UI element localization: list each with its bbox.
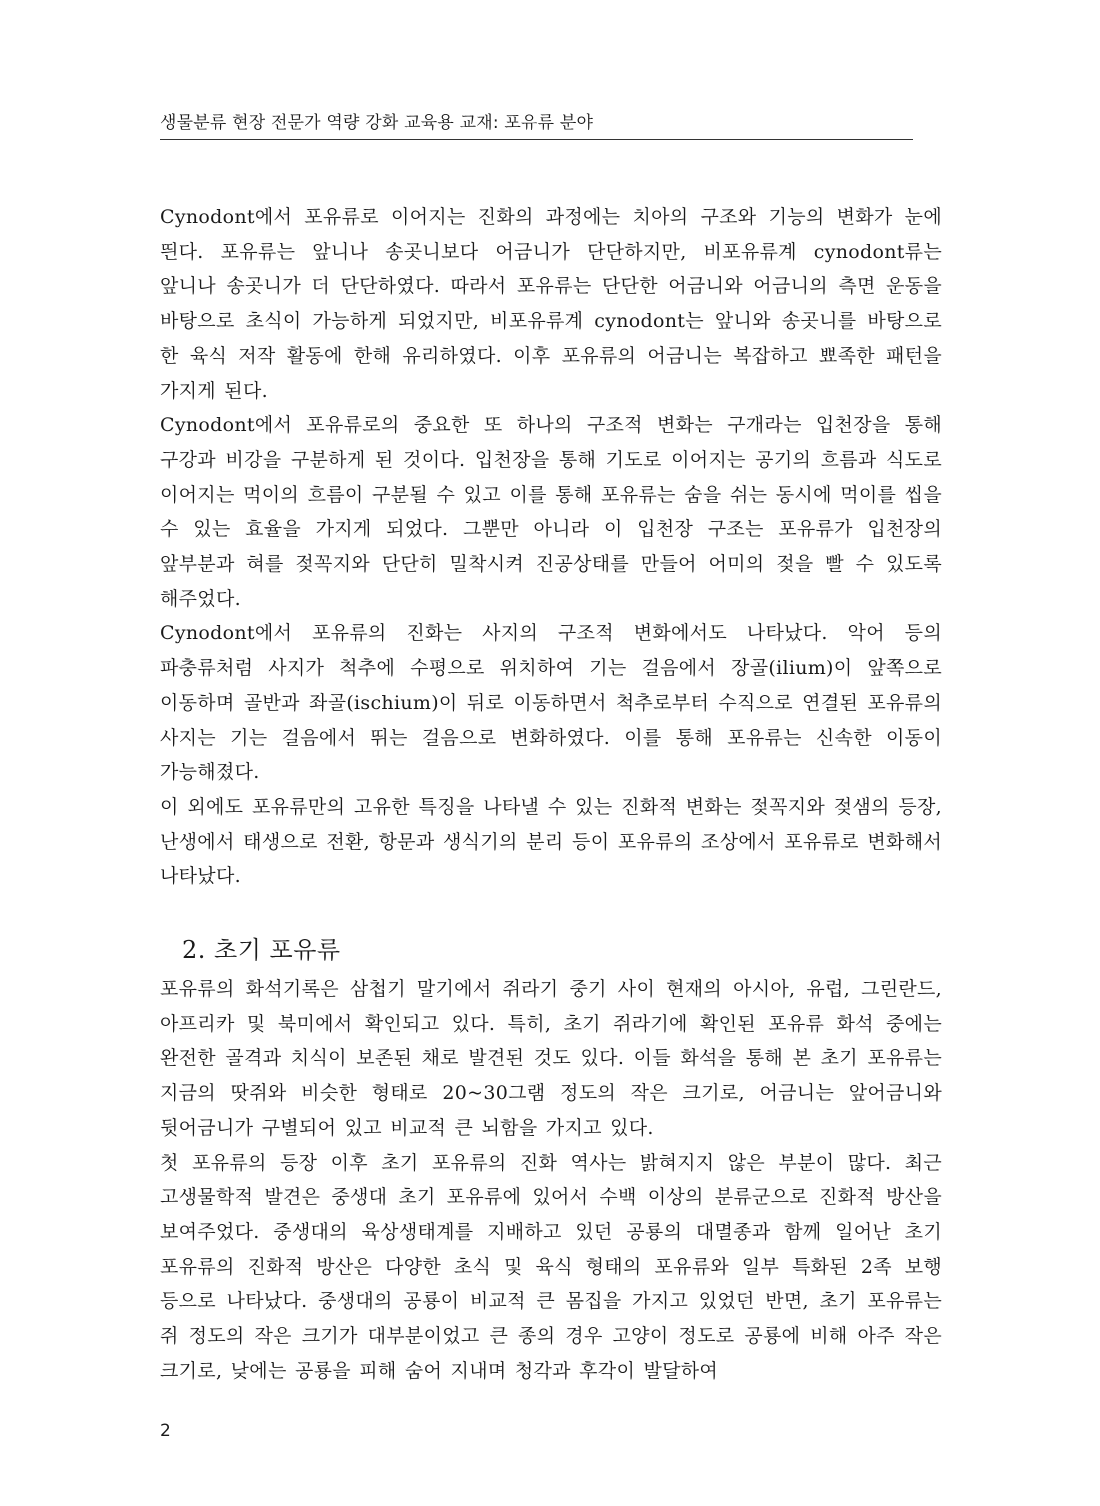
body-paragraph: Cynodont에서 포유류의 진화는 사지의 구조적 변화에서도 나타났다. 악어 등의 파충류처럼 사지가 척추에 수평으로 위치하여 기는 걸음에서 장골(ilium)이 앞쪽으로 이동하며 골반과 좌골(ischium)이 뒤로 이동하면서 척추로부터 수직으로 연결된 포유류의 사지는 기는 걸음에서 뛰는 걸음으로 변화하였다. 이를 통해 포유류는 신속한 이동이 가능해졌다. <box>160 622 942 784</box>
page-number: 2 <box>160 1421 171 1441</box>
body-paragraph: 포유류의 화석기록은 삼첩기 말기에서 쥐라기 중기 사이 현재의 아시아, 유럽, 그린란드, 아프리카 및 북미에서 확인되고 있다. 특히, 초기 쥐라기에 확인된 포유류 화석 중에는 완전한 골격과 치식이 보존된 채로 발견된 것도 있다. 이들 화석을 통해 본 초기 포유류는 지금의 땃쥐와 비슷한 형태로 20~30그램 정도의 작은 크기로, 어금니는 앞어금니와 뒷어금니가 구별되어 있고 비교적 큰 뇌함을 가지고 있다. <box>160 978 942 1139</box>
running-header-title: 생물분류 현장 전문가 역량 강화 교육용 교재: 포유류 분야 <box>160 113 594 133</box>
page-body <box>160 200 942 1389</box>
body-paragraph: 이 외에도 포유류만의 고유한 특징을 나타낼 수 있는 진화적 변화는 젖꼭지와 젖샘의 등장, 난생에서 태생으로 전환, 항문과 생식기의 분리 등이 포유류의 조상에서 포유류로 변화해서 나타났다. <box>160 795 942 888</box>
running-header <box>160 108 913 140</box>
body-paragraph: Cynodont에서 포유류로 이어지는 진화의 과정에는 치아의 구조와 기능의 변화가 눈에 띈다. 포유류는 앞니나 송곳니보다 어금니가 단단하지만, 비포유류계 cynodont류는 앞니나 송곳니가 더 단단하였다. 따라서 포유류는 단단한 어금니와 어금니의 측면 운동을 바탕으로 초식이 가능하게 되었지만, 비포유류계 cynodont는 앞니와 송곳니를 바탕으로 한 육식 저작 활동에 한해 유리하였다. 이후 포유류의 어금니는 복잡하고 뾰족한 패턴을 가지게 된다. <box>160 206 942 402</box>
body-paragraph: Cynodont에서 포유류로의 중요한 또 하나의 구조적 변화는 구개라는 입천장을 통해 구강과 비강을 구분하게 된 것이다. 입천장을 통해 기도로 이어지는 공기의 흐름과 식도로 이어지는 먹이의 흐름이 구분될 수 있고 이를 통해 포유류는 숨을 쉬는 동시에 먹이를 씹을 수 있는 효율을 가지게 되었다. 그뿐만 아니라 이 입천장 구조는 포유류가 입천장의 앞부분과 혀를 젖꼭지와 단단히 밀착시켜 진공상태를 만들어 어미의 젖을 빨 수 있도록 해주었다. <box>160 414 942 610</box>
body-paragraph: 첫 포유류의 등장 이후 초기 포유류의 진화 역사는 밝혀지지 않은 부분이 많다. 최근 고생물학적 발견은 중생대 초기 포유류에 있어서 수백 이상의 분류군으로 진화적 방산을 보여주었다. 중생대의 육상생태계를 지배하고 있던 공룡의 대멸종과 함께 일어난 초기 포유류의 진화적 방산은 다양한 초식 및 육식 형태의 포유류와 일부 특화된 2족 보행 등으로 나타났다. 중생대의 공룡이 비교적 큰 몸집을 가지고 있었던 반면, 초기 포유류는 쥐 정도의 작은 크기가 대부분이었고 큰 종의 경우 고양이 정도로 공룡에 비해 아주 작은 크기로, 낮에는 공룡을 피해 숨어 지내며 청각과 후각이 발달하여 <box>160 1151 942 1382</box>
section-heading: 2. 초기 포유류 <box>182 936 341 965</box>
